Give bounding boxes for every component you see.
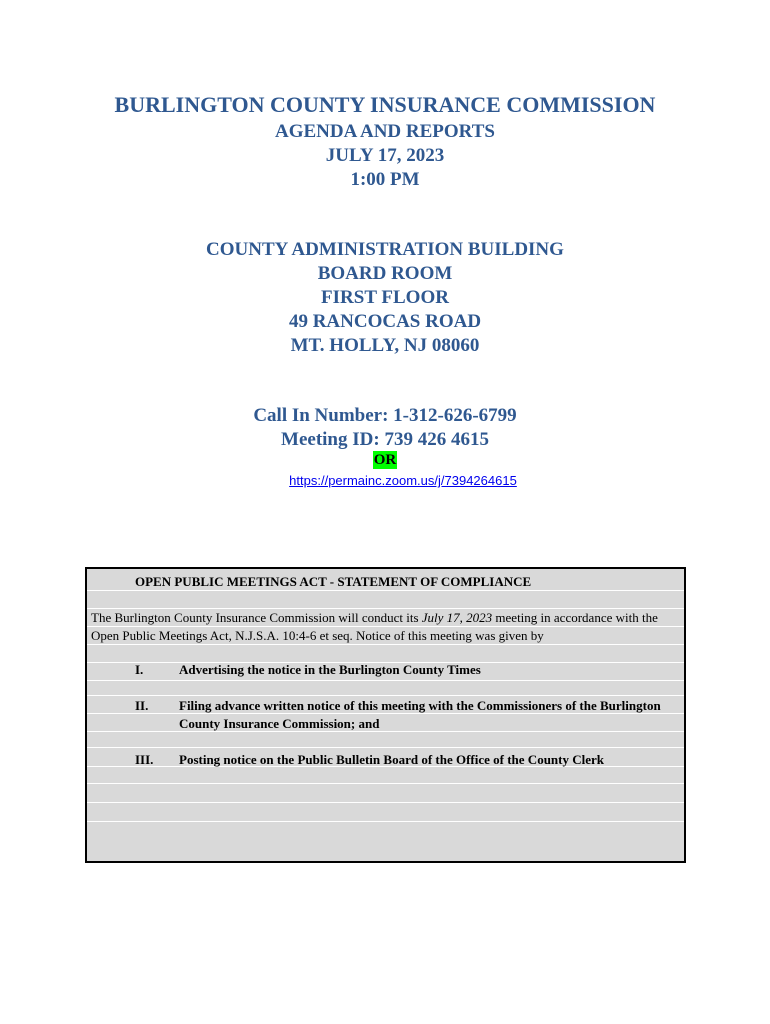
location-floor: FIRST FLOOR	[321, 287, 449, 308]
or-label: OR	[373, 452, 397, 468]
commission-title: BURLINGTON COUNTY INSURANCE COMMISSION	[114, 92, 656, 117]
location-room: BOARD ROOM	[317, 263, 453, 284]
meeting-time: 1:00 PM	[350, 169, 420, 190]
location-city: MT. HOLLY, NJ 08060	[290, 335, 480, 356]
gridline	[87, 695, 684, 696]
zoom-meeting-link[interactable]: https://permainc.zoom.us/j/7394264615	[289, 473, 517, 488]
location-building: COUNTY ADMINISTRATION BUILDING	[206, 239, 564, 260]
gridline	[87, 747, 684, 748]
compliance-heading: OPEN PUBLIC MEETINGS ACT - STATEMENT OF COMPLIANCE	[135, 574, 532, 589]
compliance-statement-box	[85, 567, 686, 863]
item-text: Filing advance written notice of this meeting with the Commissioners of the Burlington County Insurance Commission; and	[179, 698, 661, 731]
agenda-subtitle: AGENDA AND REPORTS	[275, 121, 495, 142]
item-text: Advertising the notice in the Burlington County Times	[179, 662, 481, 677]
gridline	[87, 821, 684, 822]
or-separator	[0, 451, 770, 469]
compliance-paragraph	[91, 609, 683, 645]
gridline	[87, 680, 684, 681]
item-number: III.	[135, 752, 154, 767]
gridline	[87, 783, 684, 784]
gridline	[87, 802, 684, 803]
item-text: Posting notice on the Public Bulletin Board of the Office of the County Clerk	[179, 752, 605, 767]
paragraph-text-start: The Burlington County Insurance Commission will conduct its	[91, 610, 422, 625]
meeting-id: Meeting ID: 739 426 4615	[281, 429, 489, 450]
gridline	[87, 590, 684, 591]
item-number: I.	[135, 662, 144, 677]
paragraph-text-end: meeting in accordance with the Open Public Meetings Act, N.J.S.A. 10:4-6 et seq. Notice of this meeting was given by	[91, 610, 658, 643]
location-street: 49 RANCOCAS ROAD	[288, 311, 482, 332]
item-number: II.	[135, 698, 149, 713]
paragraph-meeting-date: July 17, 2023	[421, 610, 493, 625]
call-in-number: Call In Number: 1-312-626-6799	[253, 405, 517, 426]
meeting-date: JULY 17, 2023	[325, 145, 445, 166]
